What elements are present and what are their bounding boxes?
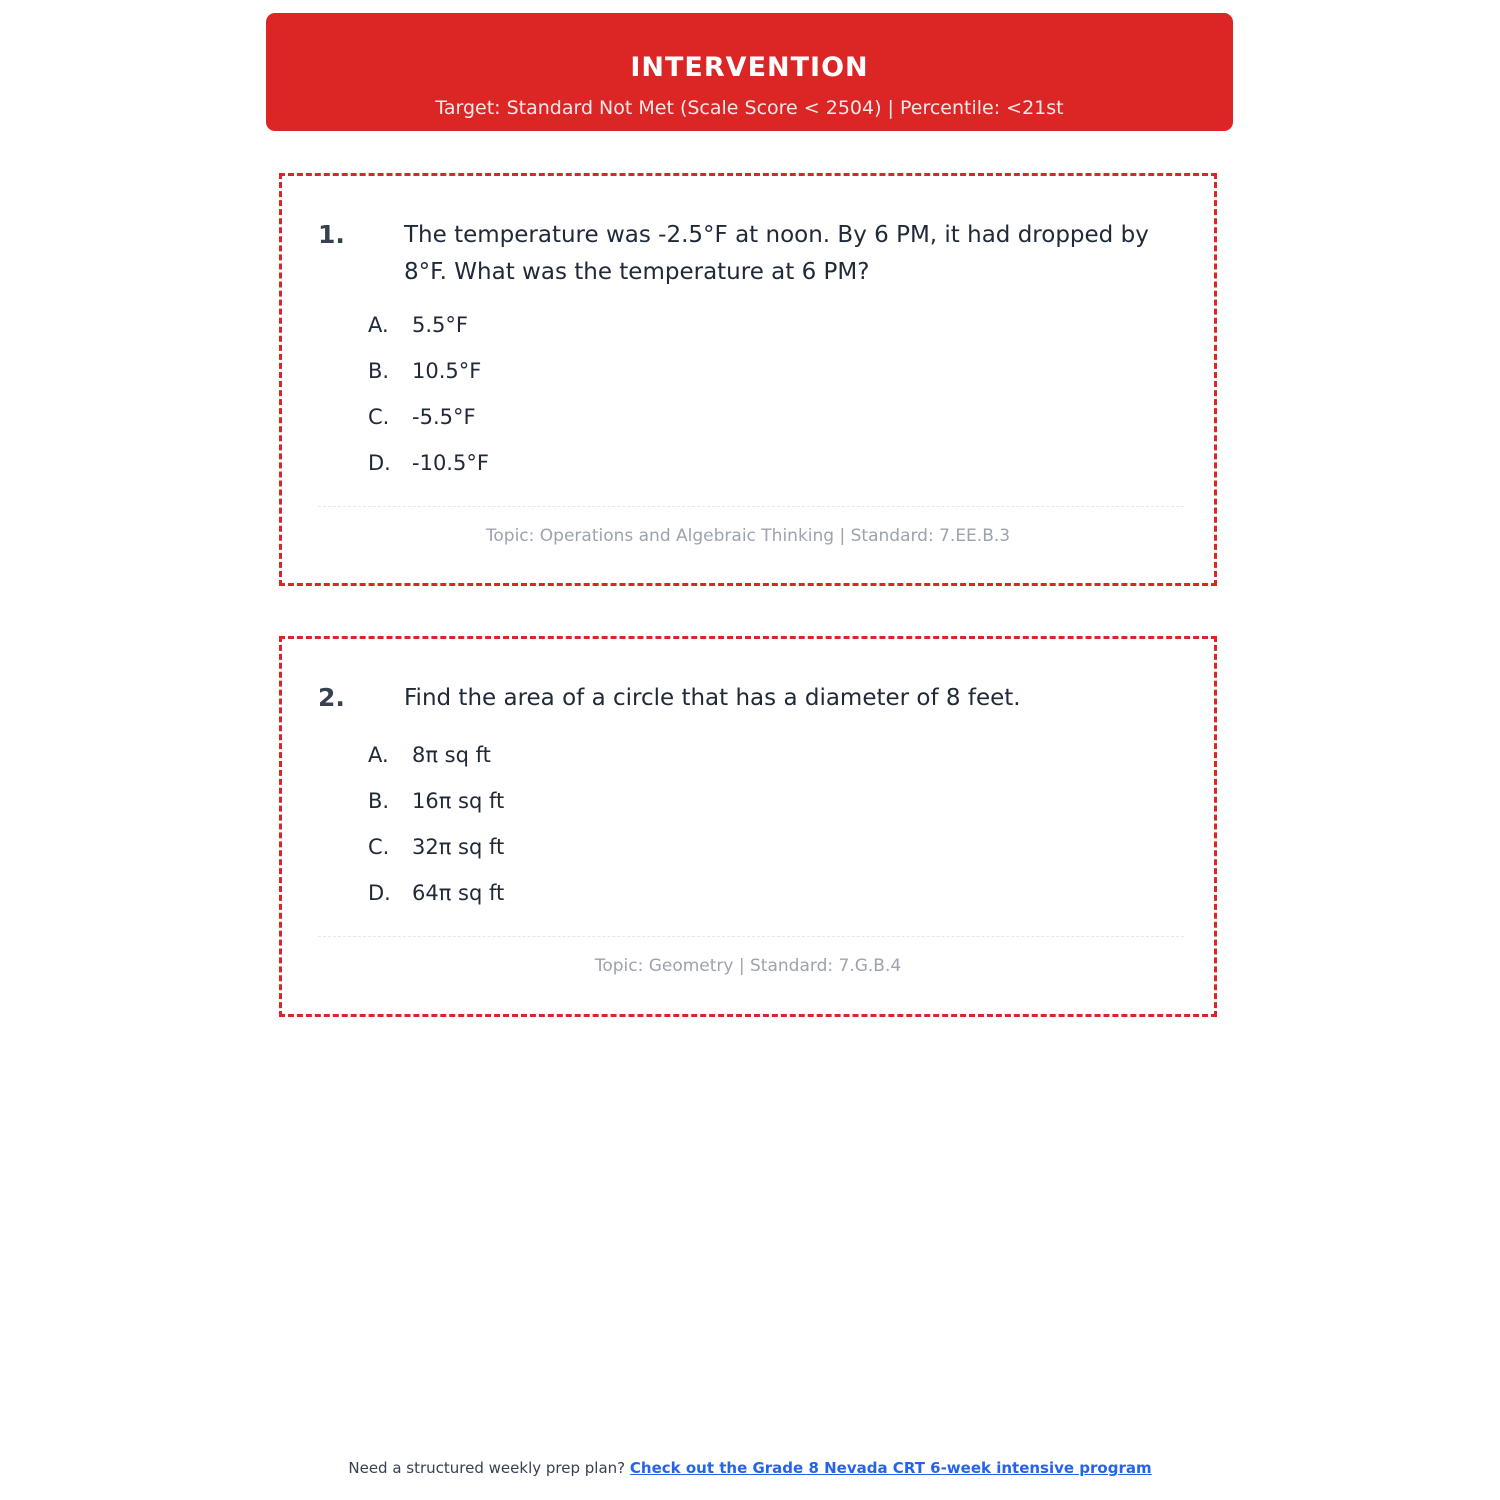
choice-letter: B. — [368, 789, 390, 813]
choice-c[interactable] — [368, 833, 504, 861]
choice-text: 5.5°F — [412, 313, 468, 337]
choice-a[interactable] — [368, 311, 468, 339]
choice-letter: D. — [368, 451, 391, 475]
choice-d[interactable] — [368, 879, 504, 907]
choice-c[interactable] — [368, 403, 476, 431]
question-text: Find the area of a circle that has a diameter of 8 feet. — [404, 685, 1021, 711]
choice-d[interactable] — [368, 449, 489, 477]
choice-letter: A. — [368, 313, 389, 337]
choice-letter: C. — [368, 835, 390, 859]
footer — [0, 1457, 1500, 1479]
choice-text: -10.5°F — [412, 451, 489, 475]
choice-b[interactable] — [368, 787, 504, 815]
intervention-banner — [266, 13, 1233, 131]
question-number: 1. — [318, 220, 345, 249]
question-card-1 — [279, 173, 1217, 586]
question-card-2 — [279, 636, 1217, 1017]
choice-text: -5.5°F — [412, 405, 476, 429]
choice-letter: B. — [368, 359, 390, 383]
choice-text: 64π sq ft — [412, 881, 505, 905]
question-text: The temperature was -2.5°F at noon. By 6 PM, it had dropped by 8°F. What was the temperature at 6 PM? — [404, 222, 1149, 285]
question-number: 2. — [318, 683, 345, 712]
choice-letter: C. — [368, 405, 390, 429]
choice-letter: D. — [368, 881, 391, 905]
program-link[interactable]: Check out the Grade 8 Nevada CRT 6-week intensive program — [629, 1459, 1152, 1477]
choice-text: 10.5°F — [412, 359, 482, 383]
choice-a[interactable] — [368, 741, 491, 769]
question-meta: Topic: Operations and Algebraic Thinking | Standard: 7.EE.B.3 — [485, 526, 1011, 546]
question-meta: Topic: Geometry | Standard: 7.G.B.4 — [594, 956, 902, 976]
choice-text: 32π sq ft — [412, 835, 505, 859]
footer-prompt: Need a structured weekly prep plan? — [348, 1459, 626, 1477]
choice-text: 8π sq ft — [412, 743, 491, 767]
divider — [318, 936, 1184, 937]
banner-title: INTERVENTION — [630, 52, 869, 83]
choice-letter: A. — [368, 743, 389, 767]
choice-text: 16π sq ft — [412, 789, 505, 813]
choice-b[interactable] — [368, 357, 481, 385]
divider — [318, 506, 1184, 507]
banner-subtitle: Target: Standard Not Met (Scale Score < 2504) | Percentile: <21st — [435, 97, 1064, 119]
